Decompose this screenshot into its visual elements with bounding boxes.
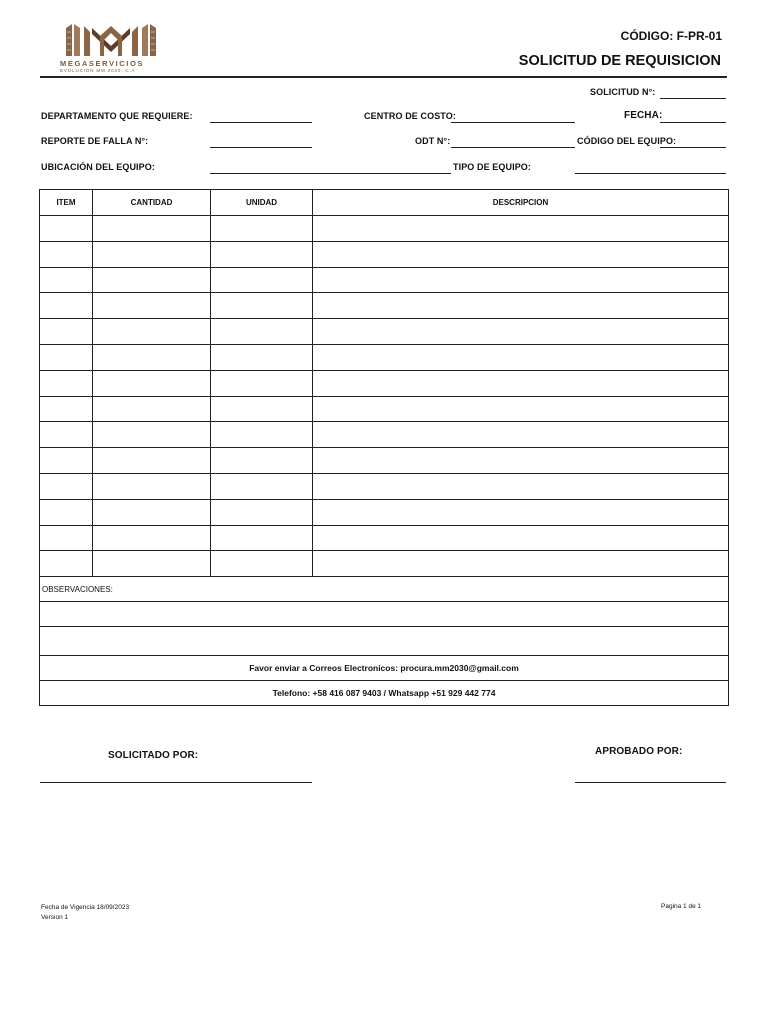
form-title: SOLICITUD DE REQUISICION [518,53,721,69]
observaciones-line-row[interactable] [40,602,729,627]
descripcion-cell[interactable] [313,422,729,448]
cantidad-cell[interactable] [93,267,211,293]
observaciones-label: OBSERVACIONES: [40,577,729,602]
header-unidad: UNIDAD [211,190,313,216]
cantidad-cell[interactable] [93,241,211,267]
table-row [40,319,729,345]
observaciones-field[interactable] [40,602,729,627]
logo-emblem-icon [66,22,156,58]
codigo-equipo-label: CÓDIGO DEL EQUIPO: [577,136,677,146]
item-cell[interactable] [40,267,93,293]
items-table [39,189,729,706]
vigencia-text: Fecha de Vigencia 18/09/2023 [41,904,130,911]
table-row [40,422,729,448]
unidad-cell[interactable] [211,267,313,293]
unidad-cell[interactable] [211,525,313,551]
unidad-cell[interactable] [211,422,313,448]
correo-note-row [40,656,729,681]
cantidad-cell[interactable] [93,448,211,474]
cantidad-cell[interactable] [93,396,211,422]
company-logo [62,20,162,74]
item-cell[interactable] [40,293,93,319]
table-row [40,370,729,396]
fecha-label: FECHA: [624,110,663,121]
table-body [40,216,729,577]
header-item: ITEM [40,190,93,216]
odt-input-line[interactable] [451,147,575,148]
solicitud-input-line[interactable] [660,98,726,99]
odt-label: ODT N°: [415,136,451,146]
item-cell[interactable] [40,396,93,422]
codigo-equipo-input-line[interactable] [660,147,726,148]
telefono-note: Telefono: +58 416 087 9403 / Whatsapp +51 929 442 774 [40,681,729,706]
item-cell[interactable] [40,344,93,370]
table-row [40,448,729,474]
item-cell[interactable] [40,525,93,551]
cantidad-cell[interactable] [93,319,211,345]
table-row [40,525,729,551]
cantidad-cell[interactable] [93,473,211,499]
observaciones-field[interactable] [40,627,729,656]
descripcion-cell[interactable] [313,319,729,345]
table-row [40,396,729,422]
item-cell[interactable] [40,422,93,448]
descripcion-cell[interactable] [313,473,729,499]
unidad-cell[interactable] [211,396,313,422]
reporte-falla-input-line[interactable] [210,147,312,148]
descripcion-cell[interactable] [313,499,729,525]
unidad-cell[interactable] [211,319,313,345]
descripcion-cell[interactable] [313,293,729,319]
solicitud-label: SOLICITUD N°: [590,87,656,97]
logo-tagline-text: EVOLUCIÓN MM 2030, C.A [60,68,136,73]
unidad-cell[interactable] [211,293,313,319]
item-cell[interactable] [40,370,93,396]
table-row [40,293,729,319]
solicitado-label: SOLICITADO POR: [108,750,199,761]
departamento-label: DEPARTAMENTO QUE REQUIERE: [41,111,193,121]
tipo-equipo-input-line[interactable] [575,173,726,174]
unidad-cell[interactable] [211,448,313,474]
item-cell[interactable] [40,473,93,499]
item-cell[interactable] [40,216,93,242]
item-cell[interactable] [40,551,93,577]
cantidad-cell[interactable] [93,293,211,319]
table-row [40,551,729,577]
unidad-cell[interactable] [211,370,313,396]
table-row [40,241,729,267]
aprobado-label: APROBADO POR: [595,746,683,757]
cantidad-cell[interactable] [93,551,211,577]
item-cell[interactable] [40,499,93,525]
solicitado-signature-line[interactable] [40,782,312,783]
correo-note: Favor enviar a Correos Electronicos: procura.mm2030@gmail.com [40,656,729,681]
version-text: Version 1 [41,914,69,921]
descripcion-cell[interactable] [313,241,729,267]
aprobado-signature-line[interactable] [575,782,726,783]
form-code: CÓDIGO: F-PR-01 [620,29,722,43]
unidad-cell[interactable] [211,499,313,525]
departamento-input-line[interactable] [210,122,312,123]
ubicacion-input-line[interactable] [210,173,451,174]
descripcion-cell[interactable] [313,396,729,422]
cantidad-cell[interactable] [93,344,211,370]
table-row [40,499,729,525]
descripcion-cell[interactable] [313,267,729,293]
header-descripcion: DESCRIPCION [313,190,729,216]
table-row [40,216,729,242]
unidad-cell[interactable] [211,551,313,577]
cantidad-cell[interactable] [93,422,211,448]
item-cell[interactable] [40,241,93,267]
observaciones-line-row[interactable] [40,627,729,656]
descripcion-cell[interactable] [313,216,729,242]
pagina-text: Pagina 1 de 1 [661,903,702,910]
fecha-input-line[interactable] [660,122,726,123]
cantidad-cell[interactable] [93,370,211,396]
descripcion-cell[interactable] [313,448,729,474]
table-row [40,344,729,370]
header-cantidad: CANTIDAD [93,190,211,216]
ubicacion-label: UBICACIÓN DEL EQUIPO: [41,162,155,172]
tipo-equipo-label: TIPO DE EQUIPO: [453,162,532,172]
telefono-note-row [40,681,729,706]
item-cell[interactable] [40,319,93,345]
header-divider [40,76,727,78]
unidad-cell[interactable] [211,344,313,370]
descripcion-cell[interactable] [313,370,729,396]
cantidad-cell[interactable] [93,216,211,242]
cantidad-cell[interactable] [93,499,211,525]
reporte-falla-label: REPORTE DE FALLA N°: [41,136,149,146]
unidad-cell[interactable] [211,473,313,499]
descripcion-cell[interactable] [313,525,729,551]
descripcion-cell[interactable] [313,344,729,370]
descripcion-cell[interactable] [313,551,729,577]
table-row [40,473,729,499]
item-cell[interactable] [40,448,93,474]
table-row [40,267,729,293]
unidad-cell[interactable] [211,216,313,242]
centro-costo-label: CENTRO DE COSTO: [364,111,456,121]
logo-brand-text: MEGASERVICIOS [60,59,145,68]
cantidad-cell[interactable] [93,525,211,551]
table-header-row [40,190,729,216]
unidad-cell[interactable] [211,241,313,267]
centro-costo-input-line[interactable] [451,122,575,123]
observaciones-row [40,577,729,602]
